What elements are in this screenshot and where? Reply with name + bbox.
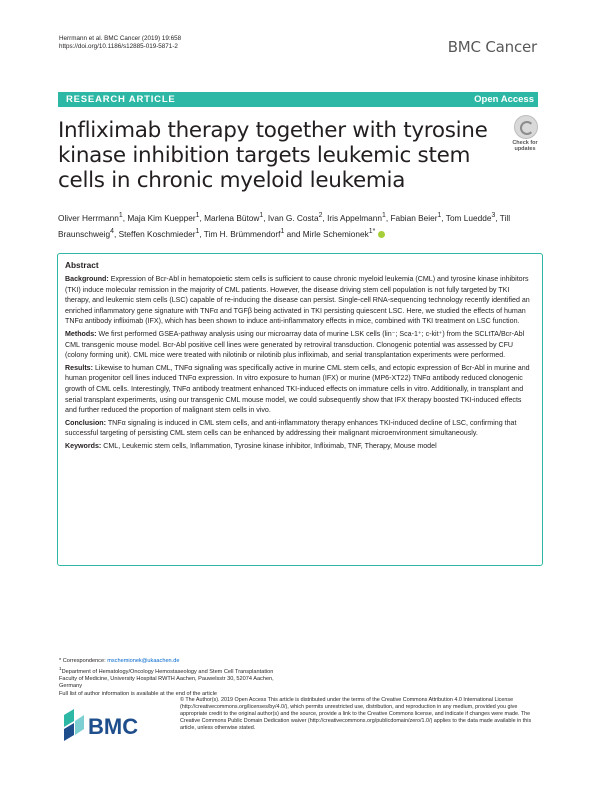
author-affiliation-sup: 3 [491,212,496,219]
bmc-logo [64,709,154,743]
author-name[interactable]: Ivan G. Costa [267,212,319,223]
email-link[interactable]: mschemionek@ukaachen.de [107,658,180,664]
author-affiliation-sup: 1 [195,227,200,235]
author-list: Oliver Herrmann$^1$, Maja Kim Kuepper$^1$, Marlena Bütow$^1$, Ivan G. Costa$^2$, Iris Appelmann$^1$, Fabian Beier$^1$, Tom Luedde$^3$, Till Braunschweig$^4$, Steffen Koschmieder$^1$, Tim H. Brümmendorf$^1$ and Mirle Schemionek$^{1*}$ [58,212,511,239]
license-text: © The Author(s). 2019 Open Access This article is distributed under the terms of the Creative Commons Attribution 4.0 International License (http://creativecommons.org/licenses/by/4.0/), which permits unrestricted use, distribution, and reproduction in any medium, provided you give appropriate credit to the original author(s) and the source, provide a link to the Creative Commons license, and indicate if changes were made. The Creative Commons Public Domain Dedication waiver (http://creativecommons.org/publicdomain/zero/1.0/) applies to the data made available in this article, unless otherwise stated. [180,697,532,731]
author-affiliation-sup: 1* [368,227,376,235]
author-name[interactable]: Tom Luedde [445,212,492,223]
abstract-results: Results: Likewise to human CML, TNFα signaling was specifically active in murine CML stem cells, and ectopic expression of Bcr-Abl in murine and human progenitor cell lines induced TNFα expression. In vitro exposure to human (IFX) or murine (MP6-XT22) TNFα antibody reduced clonogenic growth of CML cells. Interestingly, TNFα antibody treatment enhanced TKI-induced effects on immature cells in vitro. Additionally, in transplant and serial transplant experiments, using our transgenic CML mouse model, we could subsequently show that IFX therapy boosted TKI-induced effects and further reduced the proportion of malignant stem cells in vivo. [65,363,530,415]
journal-name: BMC Cancer [447,38,537,56]
abstract-keywords: Keywords: CML, Leukemic stem cells, Inflammation, Tyrosine kinase inhibitor, Infliximab, TNF, Therapy, Mouse model [65,441,437,450]
author-name[interactable]: Till Braunschweig [58,212,511,239]
check-for-updates-icon [514,115,538,139]
abstract-conclusion: Conclusion: TNFα signaling is induced in CML stem cells, and anti-inflammatory therapy enhances TKI-induced decline of LSC, confirming that successful targeting of persisting CML stem cells can be enhanced by addressing their malignant microenvironment simultaneously. [65,418,517,438]
author-name[interactable]: Marlena Bütow [204,212,260,223]
abstract-box [57,253,543,566]
citation-line: Herrmann et al. BMC Cancer (2019) 19:658 [59,35,182,42]
author-affiliation-sup: 1 [259,212,264,219]
open-access-label[interactable]: Open Access [474,94,534,105]
author-name[interactable]: Fabian Beier [390,212,438,223]
author-affiliation-sup: 1 [195,212,200,219]
footnotes [59,658,274,698]
full-list-note: Full list of author information is available at the end of the article [59,690,217,697]
orcid-icon[interactable] [378,231,385,238]
author-name[interactable]: Steffen Koschmieder [118,228,196,239]
author-affiliation-sup: 1 [118,212,123,219]
correspondence: * Correspondence: mschemionek@ukaachen.de [59,658,180,664]
author-affiliation-sup: 2 [318,212,323,219]
logo-text: BMC [88,714,139,739]
article-title: Infliximab therapy together with tyrosine kinase inhibition targets leukemic stem cells in chronic myeloid leukemia [58,118,488,193]
check-for-updates-badge[interactable] [508,115,540,155]
badge-line2: updates [514,146,536,152]
author-name[interactable]: Oliver Herrmann [58,212,119,223]
article-banner [58,92,538,107]
article-type: RESEARCH ARTICLE [66,94,176,105]
abstract-background: Background: Expression of Bcr-Abl in hematopoietic stem cells is sufficient to cause chronic myeloid leukemia (CML) and tyrosine kinase inhibitors (TKI) induce molecular remission in the majority of CML patients. However, the disease driving stem cell population is not fully targeted by TKI therapy, and leukemic stem cells (LSC) capable of re-inducing the disease can persist. Single-cell RNA-sequencing technology recently identified an enriched inflammatory gene signature with TNFα and TGFβ being activated in TKI persisting quiescent LSC. Here, we studied the effects of human TNFα antibody infliximab (IFX), which has been shown to induce anti-inflammatory effects in mice, combined with TKI treatment on LSC function. [65,275,530,326]
author-name[interactable]: Iris Appelmann [327,212,382,223]
author-name[interactable]: Maja Kim Kuepper [127,212,196,223]
author-name[interactable]: Tim H. Brümmendorf [203,228,281,239]
author-name[interactable]: Mirle Schemionek [302,228,369,239]
author-affiliation-sup: 1 [437,212,442,219]
author-affiliation-sup: 1 [280,227,285,235]
abstract-methods: Methods: We first performed GSEA-pathway analysis using our microarray data of murine LSK cells (lin⁻; Sca-1⁺; c-kit⁺) from the SCLtTA/Bcr-Abl CML transgenic mouse model. Bcr-Abl positive cell lines were generated by retroviral transduction. Clonogenic potential was assessed by CFU (colony forming unit). CML mice were treated with nilotinib or nilotinib plus infliximab, and serial transplantation experiments were performed. [65,329,525,360]
badge-line1: Check for [512,140,538,146]
abstract-heading: Abstract [65,260,99,270]
author-affiliation-sup: 4 [110,227,114,235]
bmc-logo-icon [64,709,154,743]
affiliation: $^1$Department of Hematology/Oncology Hemostaseology and Stem Cell Transplantation Faculty of Medicine, University Hospital RWTH Aachen, Pauwelsstr 30, 52074 Aachen, Germany [59,666,274,690]
author-affiliation-sup: 1 [381,212,386,219]
doi-link[interactable]: https://doi.org/10.1186/s12885-019-5871-2 [59,43,178,50]
